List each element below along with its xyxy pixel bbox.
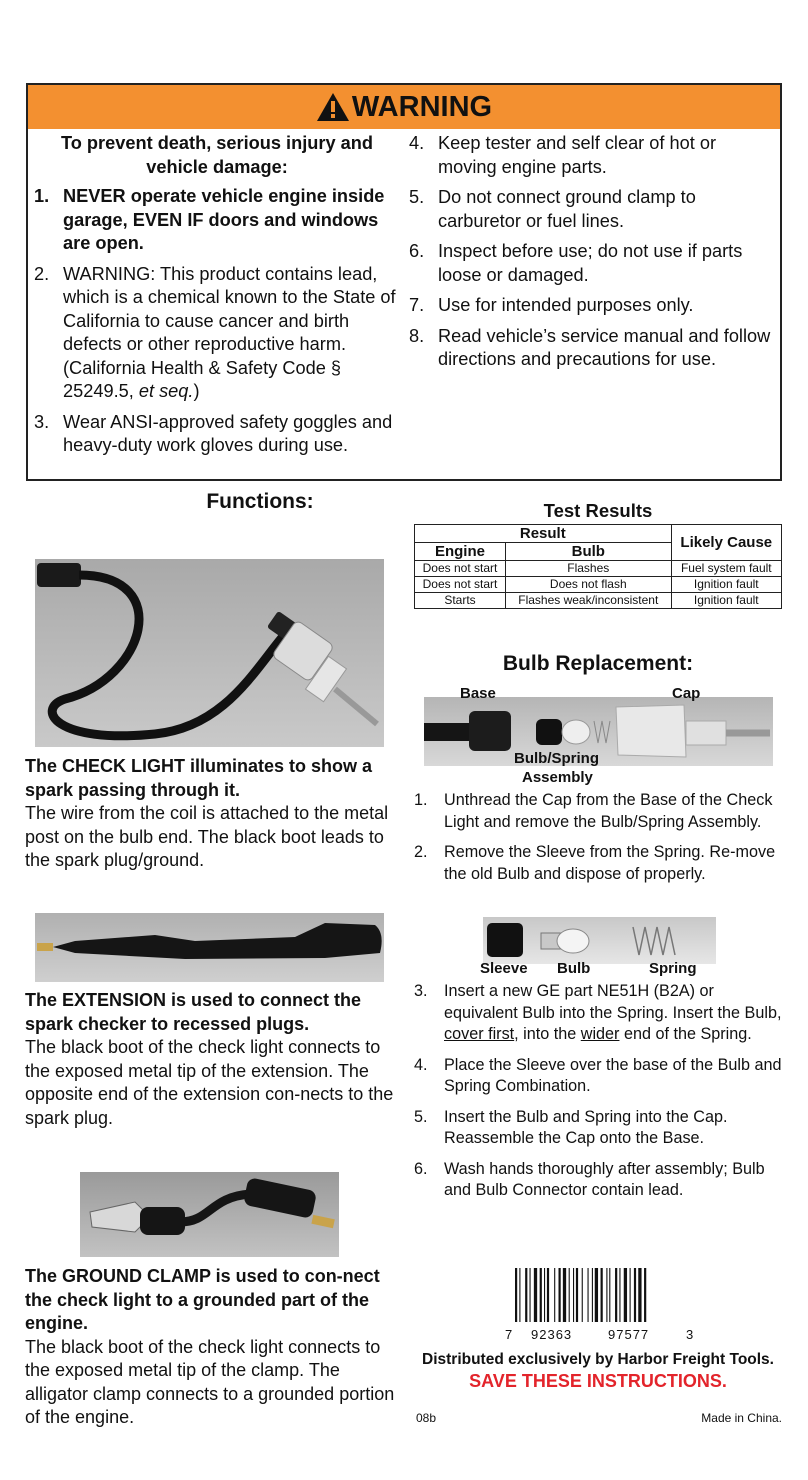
step-item: 5. Insert the Bulb and Spring into the Cap. Reassemble the Cap onto the Base. [414, 1107, 728, 1147]
barcode [505, 1268, 694, 1342]
test-results-title: Test Results [543, 500, 653, 521]
bulb-label: Bulb [557, 960, 591, 977]
barcode-digits-left: 92363 [531, 1327, 573, 1342]
step-item: 2. Remove the Sleeve from the Spring. Re-move the old Bulb and dispose of properly. [414, 843, 776, 883]
check-light-photo [35, 559, 384, 747]
step-item: 4. Place the Sleeve over the base of the Bulb and Spring Combination. [414, 1055, 782, 1095]
step-item: 3. Insert a new GE part NE51H (B2A) or equivalent Bulb into the Spring. Insert the Bulb, cover first, into the wider end of the Spring. [414, 982, 782, 1043]
ground-clamp-photo [80, 1172, 339, 1257]
save-instructions: SAVE THESE INSTRUCTIONS. [469, 1371, 727, 1391]
warning-item: 4. Keep tester and self clear of hot or moving engine parts. [409, 133, 717, 177]
test-results-table [414, 524, 782, 609]
warning-header [28, 85, 780, 129]
warning-item: 8. Read vehicle’s service manual and follow directions and precautions for use. [409, 325, 771, 369]
warning-item: 7. Use for intended purposes only. [409, 295, 694, 315]
bulb-spring-label: Bulb/Spring [514, 750, 599, 767]
table-row: Starts Flashes weak/inconsistent Ignition fault [415, 593, 782, 609]
barcode-bars [513, 1268, 683, 1322]
extension-description: The EXTENSION is used to connect the spark checker to recessed plugs. The black boot of the check light connects to the exposed metal tip of the extension. The opposite end of the extension con-nects to the spark plug. [25, 990, 394, 1128]
bulb-replacement-title: Bulb Replacement: [502, 652, 694, 675]
table-header: Engine [415, 543, 506, 561]
barcode-digits-right: 97577 [608, 1327, 650, 1342]
warning-intro: To prevent death, serious injury and vehicle damage: [61, 133, 373, 177]
ground-clamp-description: The GROUND CLAMP is used to con-nect the check light to a grounded part of the engine. The black boot of the check light connects to the exposed metal tip of the clamp. The alligator clamp connects to a grounded portion of the engine. [25, 1266, 395, 1427]
distributed-by: Distributed exclusively by Harbor Freight Tools. [422, 1351, 774, 1368]
table-header: Result [415, 525, 672, 543]
barcode-digit-last: 3 [686, 1327, 694, 1342]
table-row: Does not start Flashes Fuel system fault [415, 561, 782, 577]
warning-left-column [34, 132, 400, 465]
bulb-steps-1-2 [414, 790, 782, 894]
warning-item: 6. Inspect before use; do not use if parts loose or damaged. [409, 241, 743, 285]
warning-item: 2. WARNING: This product contains lead, which is a chemical known to the State of California to cause cancer and birth defects or other reproductive harm. (California Health & Safety Code § 25249.5, et seq.) [34, 263, 396, 401]
table-header: Likely Cause [671, 525, 781, 561]
step-item: 6. Wash hands thoroughly after assembly; Bulb and Bulb Connector contain lead. [414, 1159, 765, 1199]
warning-box [26, 83, 782, 481]
cap-label: Cap [672, 685, 701, 702]
barcode-digit-first: 7 [505, 1327, 513, 1342]
step-item: 1. Unthread the Cap from the Base of the Check Light and remove the Bulb/Spring Assembly. [414, 791, 773, 831]
warning-item: 1. NEVER operate vehicle engine inside garage, EVEN IF doors and windows are open. [34, 186, 385, 253]
warning-right-column [409, 132, 775, 379]
functions-title: Functions: [206, 490, 314, 513]
made-in: Made in China. [701, 1411, 782, 1425]
table-row: Does not start Does not flash Ignition fault [415, 577, 782, 593]
warning-item: 5. Do not connect ground clamp to carburetor or fuel lines. [409, 187, 696, 231]
warning-title: WARNING [351, 90, 493, 123]
sleeve-label: Sleeve [480, 960, 528, 977]
document-code: 08b [416, 1411, 437, 1425]
warning-triangle-icon [316, 92, 350, 122]
check-light-description: The CHECK LIGHT illuminates to show a spark passing through it. The wire from the coil is attached to the metal post on the bulb end. The black boot leads to the spark plug/ground. [25, 756, 389, 870]
table-header: Bulb [505, 543, 671, 561]
spring-label: Spring [649, 960, 697, 977]
extension-photo [35, 913, 384, 982]
bulb-steps-3-6 [414, 981, 782, 1211]
parts-photo [483, 917, 716, 964]
base-label: Base [460, 685, 496, 702]
warning-item: 3. Wear ANSI-approved safety goggles and heavy-duty work gloves during use. [34, 411, 393, 455]
assembly-label: Assembly [522, 769, 593, 786]
